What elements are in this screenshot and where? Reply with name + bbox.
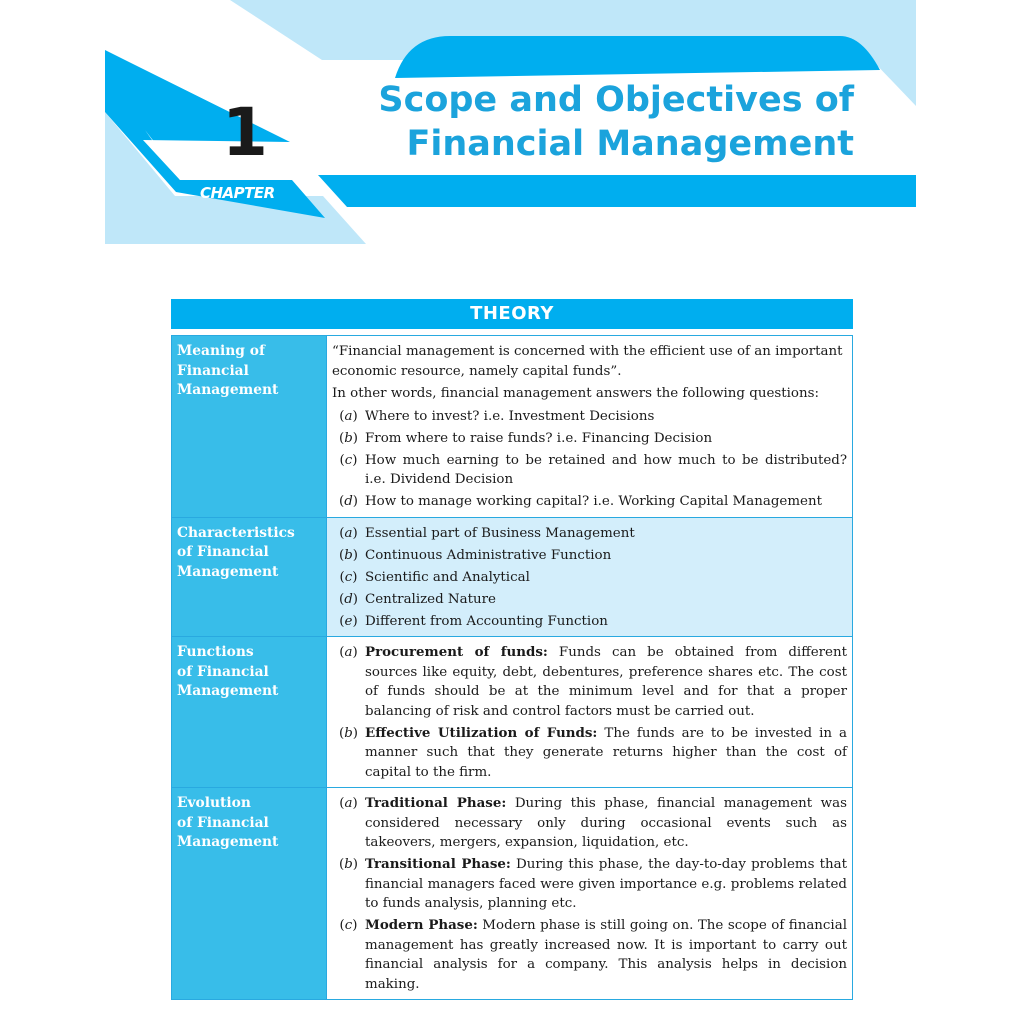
row-content-cell	[327, 517, 853, 637]
row-content-cell	[327, 788, 853, 1000]
row-topic-cell	[172, 637, 327, 788]
item-label-letter: a	[344, 645, 353, 660]
item-label: (b)	[338, 857, 359, 872]
item-label: (b)	[338, 430, 359, 446]
item-label-letter: b	[344, 857, 353, 872]
item-term: Procurement of funds:	[365, 644, 548, 660]
theory-table	[171, 335, 853, 1000]
list-item	[332, 451, 847, 490]
intro-paragraph: In other words, financial management answers the following questions:	[332, 386, 819, 401]
chapter-title-line-2: Financial Management	[406, 124, 854, 164]
item-label: (e)	[339, 613, 358, 629]
item-text	[365, 794, 847, 853]
item-label: (a)	[339, 408, 358, 424]
item-text	[365, 429, 847, 449]
item-label-letter: a	[344, 796, 353, 811]
table-row	[172, 517, 853, 637]
row-topic-line: Management	[177, 563, 279, 580]
row-topic-line: Financial	[177, 362, 249, 379]
item-label: (d)	[338, 591, 359, 607]
item-text	[365, 568, 847, 588]
item-label: (b)	[338, 725, 359, 741]
item-text	[365, 643, 847, 721]
row-topic-line: of Financial	[177, 544, 269, 560]
item-list	[332, 407, 847, 512]
item-description: How to manage working capital? i.e. Working Capital Management	[365, 494, 822, 509]
item-text	[365, 524, 847, 544]
item-term: Traditional Phase:	[365, 795, 507, 811]
item-label: (d)	[338, 494, 359, 509]
item-label-letter: d	[344, 494, 353, 509]
item-term: Modern Phase:	[365, 917, 478, 933]
list-item	[332, 590, 847, 610]
chapter-title	[378, 78, 854, 166]
item-label-letter: b	[344, 430, 353, 446]
row-topic-line: of Financial	[177, 814, 269, 831]
item-label-letter: c	[344, 569, 353, 585]
item-text	[365, 492, 847, 512]
row-topic-line: Management	[177, 683, 279, 699]
item-text	[365, 590, 847, 610]
chapter-title-line-1: Scope and Objectives of	[378, 80, 854, 120]
item-label: (c)	[339, 918, 358, 933]
item-label-letter: c	[344, 452, 353, 468]
theory-heading: THEORY	[171, 299, 853, 329]
banner-right-bar	[318, 175, 916, 207]
banner-title-tab	[395, 36, 880, 78]
item-label-letter: e	[344, 613, 353, 629]
list-item	[332, 524, 847, 544]
item-label-letter: b	[344, 725, 353, 741]
row-topic-line: Functions	[177, 644, 254, 660]
item-text	[365, 855, 847, 914]
item-text	[365, 451, 847, 490]
row-topic-line: Evolution	[177, 795, 251, 811]
list-item	[332, 916, 847, 994]
row-topic-line: Management	[177, 382, 279, 398]
item-description: The funds are to be invested in a manner such that they generate returns higher than the cost of capital to the firm.	[365, 725, 847, 780]
item-description: Continuous Administrative Function	[365, 547, 612, 563]
item-description: Modern phase is still going on. The scope of financial management has greatly increased now. It is important to carry out financial analysis for a company. This analysis helps in decision making.	[365, 918, 847, 992]
list-item	[332, 724, 847, 783]
row-topic-line: Meaning of	[177, 343, 265, 359]
item-text	[365, 612, 847, 632]
row-topic-cell	[172, 517, 327, 637]
item-label: (b)	[338, 547, 359, 563]
row-topic-line: Characteristics	[177, 524, 295, 541]
list-item	[332, 643, 847, 721]
row-content-cell	[327, 336, 853, 518]
row-topic-cell	[172, 336, 327, 518]
item-list	[332, 643, 847, 782]
table-row	[172, 788, 853, 1000]
chapter-label: CHAPTER	[200, 184, 275, 202]
chapter-number: 1	[222, 94, 268, 171]
item-description: During this phase, financial management was considered necessary only during occasional events such as takeovers, mergers, expansion, liquidation, etc.	[365, 796, 847, 850]
item-description: Essential part of Business Management	[365, 525, 635, 541]
item-list	[332, 524, 847, 632]
row-topic-line: Management	[177, 834, 279, 850]
item-label-letter: a	[344, 408, 353, 424]
item-description: How much earning to be retained and how much to be distributed? i.e. Dividend Decision	[365, 452, 847, 487]
list-item	[332, 794, 847, 853]
list-item	[332, 492, 847, 512]
list-item	[332, 568, 847, 588]
row-content-cell	[327, 637, 853, 788]
list-item	[332, 612, 847, 632]
item-list	[332, 794, 847, 994]
item-text	[365, 916, 847, 994]
item-label: (c)	[339, 569, 358, 585]
intro-paragraph: “Financial management is concerned with the efficient use of an important economic resource, namely capital funds”.	[332, 344, 843, 379]
item-term: Transitional Phase:	[365, 856, 511, 872]
item-label: (a)	[339, 525, 358, 541]
list-item	[332, 546, 847, 566]
row-topic-cell	[172, 788, 327, 1000]
item-label-letter: c	[344, 918, 353, 933]
item-text	[365, 407, 847, 427]
item-label-letter: a	[344, 525, 353, 541]
list-item	[332, 407, 847, 427]
item-description: Scientific and Analytical	[365, 569, 530, 585]
item-text	[365, 546, 847, 566]
list-item	[332, 855, 847, 914]
list-item	[332, 429, 847, 449]
item-description: Centralized Nature	[365, 591, 496, 607]
row-topic-line: of Financial	[177, 663, 269, 680]
item-label-letter: d	[344, 591, 353, 607]
item-label: (a)	[339, 645, 358, 660]
item-description: Different from Accounting Function	[365, 613, 608, 629]
item-label: (a)	[339, 796, 358, 811]
item-text	[365, 724, 847, 783]
item-description: During this phase, the day-to-day problems that financial managers faced were given importance e.g. problems related to funds analysis, planning etc.	[365, 857, 848, 911]
item-description: Funds can be obtained from different sources like equity, debt, debentures, preference shares etc. The cost of funds should be at the minimum level and for that a proper balancing of risk and control factors must be carried out.	[365, 645, 847, 719]
item-description: From where to raise funds? i.e. Financing Decision	[365, 430, 713, 446]
item-label: (c)	[339, 452, 358, 468]
item-description: Where to invest? i.e. Investment Decisions	[365, 408, 655, 424]
item-term: Effective Utilization of Funds:	[365, 724, 598, 741]
table-row	[172, 637, 853, 788]
item-label-letter: b	[344, 547, 353, 563]
table-row	[172, 336, 853, 518]
